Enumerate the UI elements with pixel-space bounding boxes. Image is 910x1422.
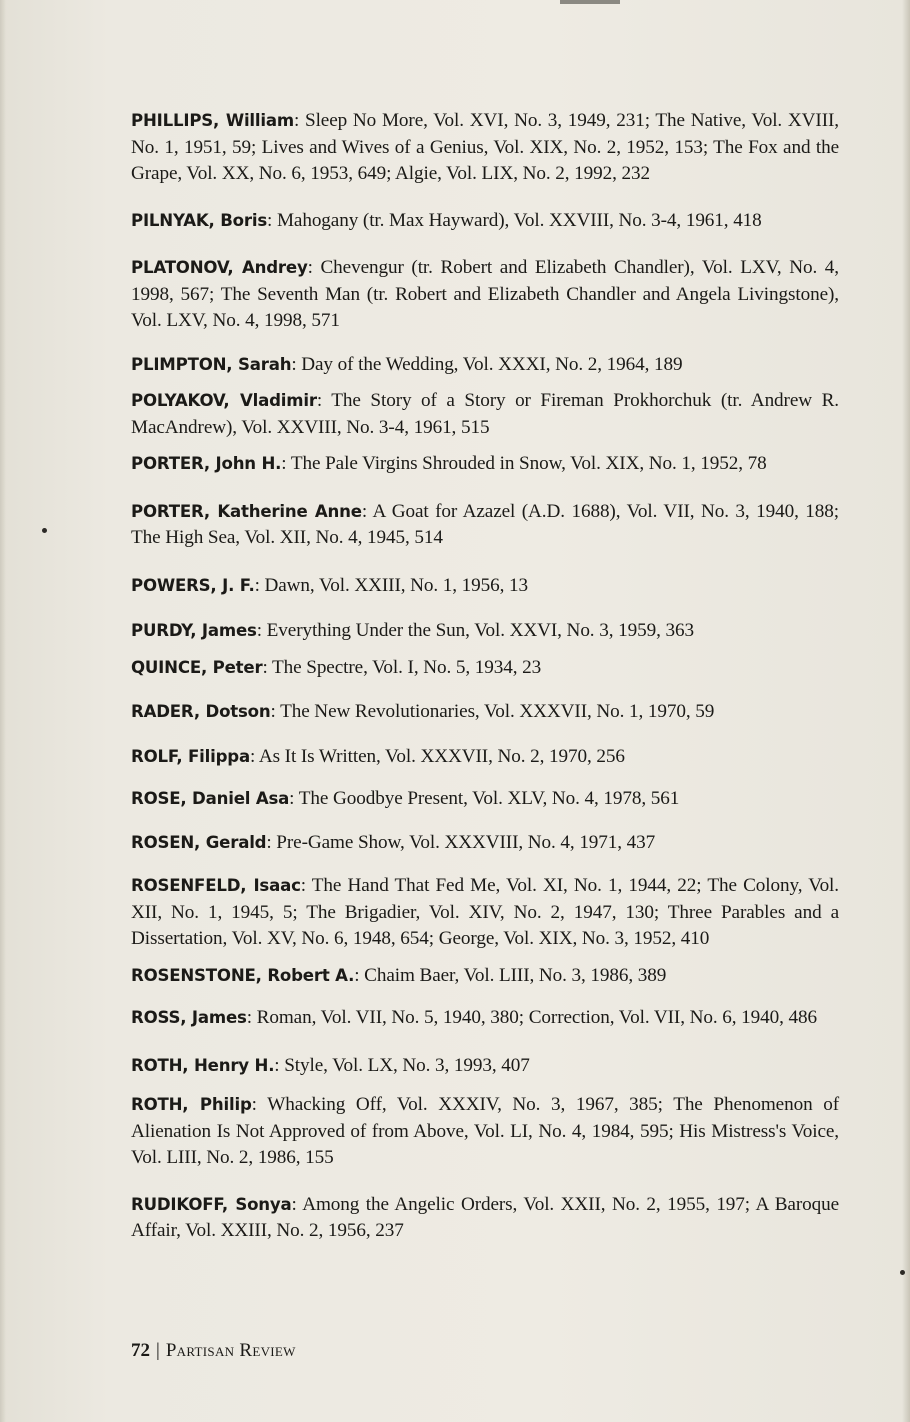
- index-entry: [131, 1092, 839, 1172]
- index-entry: [131, 963, 839, 990]
- index-entry: [131, 830, 839, 857]
- author-name: RUDIKOFF, Sonya: [131, 1194, 292, 1214]
- author-name: PLIMPTON, Sarah: [131, 354, 292, 374]
- index-entry: [131, 873, 839, 953]
- entry-text: : Chevengur (tr. Robert and Elizabeth Chandler), Vol. LXV, No. 4, 1998, 567; The Seventh Man (tr. Robert and Elizabeth Chandler and Angela Livingstone), Vol. LXV, No. 4, 1998, 571: [131, 257, 839, 331]
- index-entry: [131, 1005, 839, 1032]
- author-name: ROTH, Henry H.: [131, 1055, 275, 1075]
- entry-text: : Style, Vol. LX, No. 3, 1993, 407: [274, 1054, 530, 1076]
- author-name: ROTH, Philip: [131, 1095, 252, 1114]
- entry-text: : Dawn, Vol. XXIII, No. 1, 1956, 13: [254, 574, 529, 596]
- author-name: PLATONOV, Andrey: [131, 258, 308, 277]
- entry-text: : The Pale Virgins Shrouded in Snow, Vol. XIX, No. 1, 1952, 78: [281, 453, 767, 474]
- index-entry: [131, 352, 839, 379]
- author-name: ROLF, Filippa: [131, 746, 250, 766]
- speck: [42, 528, 47, 533]
- page-footer: [131, 1340, 296, 1362]
- entry-text: : Sleep No More, Vol. XVI, No. 3, 1949, 231; The Native, Vol. XVIII, No. 1, 1951, 59; Lives and Wives of a Genius, Vol. XIX, No. 2, 1952, 153; The Fox and the Grape, Vol. XX, No. 6, 1953, 649; Algie, Vol. LIX, No. 2, 1992, 232: [131, 110, 839, 184]
- entry-text: : Pre-Game Show, Vol. XXXVIII, No. 4, 1971, 437: [266, 831, 656, 853]
- index-entry: [131, 655, 839, 682]
- author-name: ROSENSTONE, Robert A.: [131, 965, 355, 985]
- index-entry: [131, 388, 839, 441]
- author-name: POWERS, J. F.: [131, 575, 255, 595]
- index-entry: [131, 451, 839, 478]
- entry-text: : Day of the Wedding, Vol. XXXI, No. 2, 1964, 189: [291, 353, 683, 375]
- index-entry: [131, 618, 839, 645]
- index-entry: [131, 1053, 839, 1080]
- entry-text: : Everything Under the Sun, Vol. XXVI, No. 3, 1959, 363: [256, 620, 694, 641]
- entry-text: : Roman, Vol. VII, No. 5, 1940, 380; Correction, Vol. VII, No. 6, 1940, 486: [246, 1007, 817, 1028]
- author-name: ROSS, James: [131, 1008, 247, 1027]
- author-name: RADER, Dotson: [131, 702, 271, 721]
- index-entry: [131, 255, 839, 335]
- index-entry: [131, 208, 839, 235]
- index-column: [131, 108, 839, 1245]
- author-name: QUINCE, Peter: [131, 657, 263, 677]
- entry-text: : A Goat for Azazel (A.D. 1688), Vol. VII, No. 3, 1940, 188; The High Sea, Vol. XII, No. 4, 1945, 514: [131, 500, 839, 548]
- entry-text: : As It Is Written, Vol. XXXVII, No. 2, 1970, 256: [249, 745, 625, 767]
- entry-text: : Chaim Baer, Vol. LIII, No. 3, 1986, 389: [354, 964, 667, 986]
- right-edge-shadow: [902, 0, 910, 1422]
- author-name: PORTER, John H.: [131, 454, 282, 473]
- speck: [900, 1270, 905, 1275]
- author-name: POLYAKOV, Vladimir: [131, 391, 317, 410]
- author-name: ROSEN, Gerald: [131, 832, 267, 852]
- journal-title: Partisan Review: [165, 1340, 296, 1361]
- entry-text: : Among the Angelic Orders, Vol. XXII, No. 2, 1955, 197; A Baroque Affair, Vol. XXIII, No. 2, 1956, 237: [131, 1193, 840, 1241]
- footer-separator: |: [156, 1340, 160, 1361]
- left-edge-shadow: [0, 0, 6, 1422]
- index-entry: [131, 699, 839, 726]
- entry-text: : Mahogany (tr. Max Hayward), Vol. XXVIII, No. 3-4, 1961, 418: [267, 209, 762, 231]
- entry-text: : The Goodbye Present, Vol. XLV, No. 4, 1978, 561: [289, 788, 680, 809]
- entry-text: : The Hand That Fed Me, Vol. XI, No. 1, 1944, 22; The Colony, Vol. XII, No. 1, 1945, 5; The Brigadier, Vol. XIV, No. 2, 1947, 130; Three Parables and a Dissertation, Vol. XV, No. 6, 1948, 654; George, Vol. XIX, No. 3, 1952, 410: [131, 875, 839, 949]
- author-name: ROSENFELD, Isaac: [131, 876, 301, 895]
- index-entry: [131, 786, 839, 813]
- entry-text: : The Story of a Story or Fireman Prokhorchuk (tr. Andrew R. MacAndrew), Vol. XXVIII, No. 3-4, 1961, 515: [131, 390, 839, 438]
- page-number: 72: [131, 1340, 150, 1361]
- index-entry: [131, 108, 839, 188]
- index-entry: [131, 573, 839, 600]
- author-name: PURDY, James: [131, 621, 257, 640]
- entry-text: : Whacking Off, Vol. XXXIV, No. 3, 1967, 385; The Phenomenon of Alienation Is Not Approved of from Above, Vol. LI, No. 4, 1984, 595; His Mistress's Voice, Vol. LIII, No. 2, 1986, 155: [131, 1094, 839, 1168]
- author-name: PHILLIPS, William: [131, 111, 294, 130]
- entry-text: : The New Revolutionaries, Vol. XXXVII, No. 1, 1970, 59: [270, 701, 715, 722]
- binding-mark: [560, 0, 620, 4]
- author-name: PORTER, Katherine Anne: [131, 501, 362, 521]
- index-entry: [131, 1192, 839, 1245]
- entry-text: : The Spectre, Vol. I, No. 5, 1934, 23: [262, 656, 542, 678]
- author-name: PILNYAK, Boris: [131, 210, 268, 230]
- author-name: ROSE, Daniel Asa: [131, 789, 290, 808]
- index-entry: [131, 499, 839, 552]
- index-entry: [131, 744, 839, 771]
